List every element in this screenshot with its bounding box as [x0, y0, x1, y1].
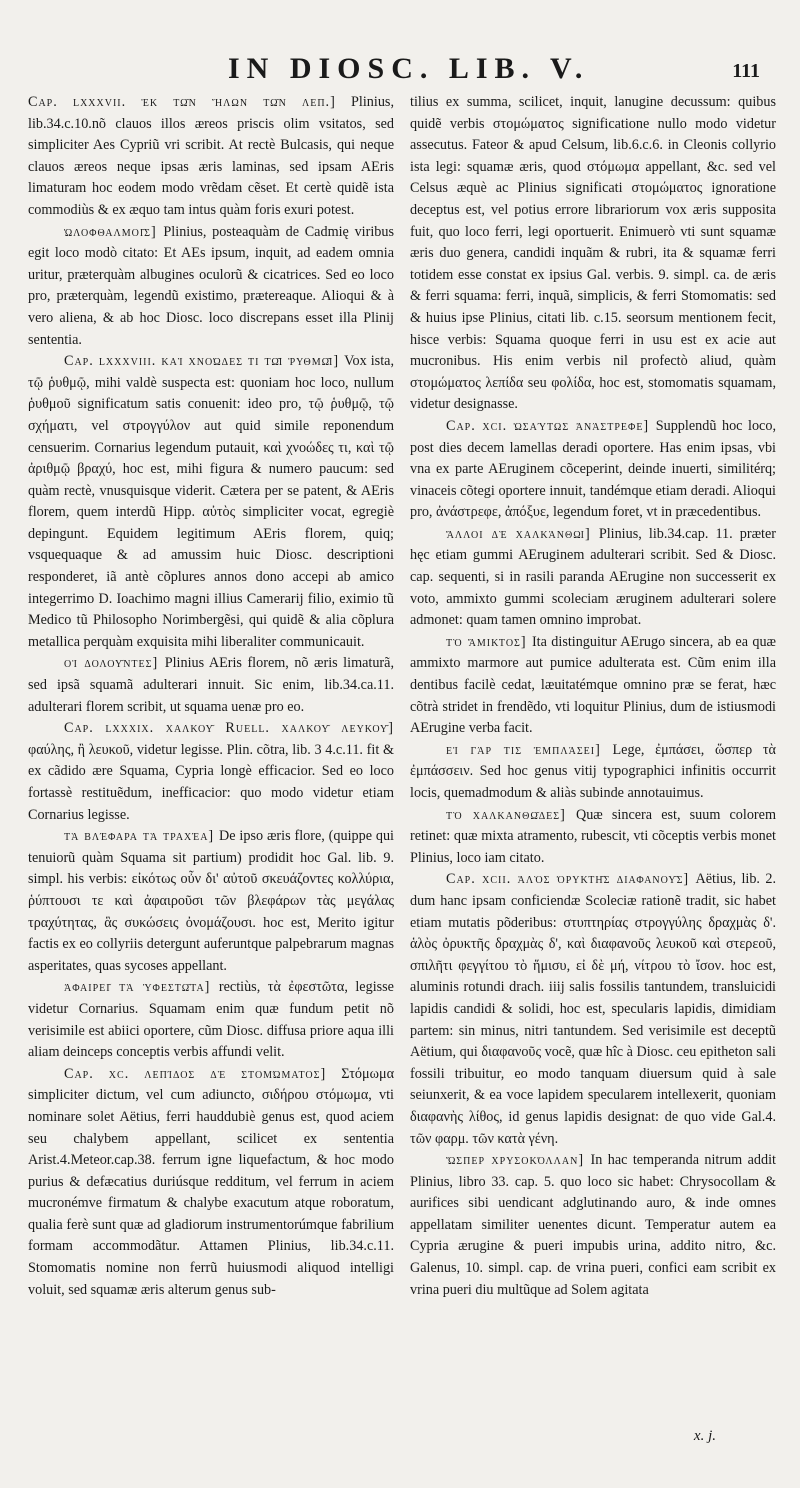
paragraph [28, 977, 394, 1063]
paragraph-lemma: τὸ χαλκανθῶδες] [446, 806, 576, 823]
paragraph-lemma: τὰ βλέφαρα τὰ τραχέα] [64, 828, 220, 845]
right-column [410, 92, 776, 1301]
paragraph-text: Vox ista, τῷ ῥυθμῷ, mihi valdè suspecta est: quoniam hoc loco, nullum ῥυθμοῦ significatum satis conuenit: ideo pro, τῷ ῥυθμῷ, τῷ σχήματι, vel στρογγύλον aut quid simile reponendum censuerim. Cornarius legendum putauit, καὶ χνοώδες τι, καὶ τῷ ἀριθμῷ βραχύ, hoc est, mihi figura & numero paucum: sed quàm rectè, vnusquisque viderit. Cætera per se patent, & AEris florem, quem interdũ Hipp. αὐτὸς simpliciter vocat, egregiè depingunt. Equidem legitimum AEris florem, quiq; vsquequaque & ad amussim huic Diosc. descriptioni responderet, iã antè cõplures annos dono accepi ab amico integerrimo D. Ioachimo magni illius Camerarij filio, eximio tũ Medico tũ Philosopho Norimbergẽsi, qui quidẽ & alia cõplura metallica perquàm exquisita mihi liberaliter communicauit. [28, 353, 394, 650]
paragraph-lemma: Cap. xc. λεπίδος δὲ στομώματος] [64, 1065, 342, 1082]
paragraph [28, 351, 394, 653]
paragraph-lemma: ὠλοφθαλμοῖς] [64, 223, 164, 240]
paragraph-lemma: Cap. lxxxviii. καὶ χνοώδες τι τῷ ῥυθμῷ] [64, 353, 345, 370]
paragraph-text: Plinius, posteaquàm de Cadmię viribus egit loco modò citato: Et AEs ipsum, inquit, ad eadem omnia uritur, præterquàm albugines oculorũ & cicatrices. Sed eo loco pro, præterquàm, legendũ existimo, prætereaque. Alioqui & à vero aliena, & ab hoc Diosc. loco discrepans esset illa Plinij sententia. [28, 223, 394, 348]
paragraph-lemma: ἄλλοι δὲ χαλκάνθῳ] [446, 525, 599, 542]
paragraph [410, 416, 776, 524]
paragraph [410, 740, 776, 805]
page-header [0, 52, 800, 92]
running-title: IN DIOSC. LIB. V. [228, 52, 590, 85]
paragraph-text: Aëtius, lib. 2. dum hanc ipsam conficiendæ Scoleciæ rationẽ tradit, sic habet etiam mutatis põderibus: στυπτηρίας στρογγύλης δραχμὰς δ'. ἁλὸς ὀρυκτῆς δραχμὰς δ', καὶ διαφανοῦς λευκοῦ καὶ στερεοῦ, σπιλῆτι φεγγίτου τὸ ἥμισυ, εἰ δὲ μή, νίτρου τὸ ἴσον. hoc est, aluminis rotundi drach. iiij salis fossilis tantundem, transluicidi lapidis candidi & solidi, hoc est, specularis lapidis, dimidiam partem: sin minus, nitri tantundem. Sed verisimile est deceptũ Aëtium, qui διαφανοῦς vocẽ, quæ hîc à Diosc. ceu epitheton sali fossili tribuitur, eo modo tanquam diuersum quid à sale seiunxerit, & ea voce lapidem specularem intellexerit, quoniam διαφανὴς λίθος, id genus lapidis designat: de quo vide Gal.4. τῶν φαρμ. τῶν κατὰ γένη. [410, 871, 776, 1147]
paragraph [410, 632, 776, 740]
signature-mark: x. j. [693, 1428, 716, 1444]
paragraph [28, 718, 394, 826]
paragraph-lemma: ὥσπερ χρυσοκόλλαν] [446, 1152, 591, 1169]
paragraph-text: De ipso æris flore, (quippe qui tenuiorũ quàm Squama sit partium) prodidit hoc Gal. lib. 9. simpl. his verbis: εἰκότως οὖν δι' αὐτοῦ σκευάζοντες κολλύρια, ῥύπτουσι τε καὶ ἀφαιροῦσι τῶν βλεφάρων τὰς μεγάλας τραχύτητας, ἃς συκώσεις ὀνομάζουσι. hoc est, Merito igitur factis ex eo collyriis detergunt auferuntque palpebrarum magnas asperitates, quas sycoses appellant. [28, 828, 394, 974]
paragraph-text: In hac temperanda nitrum addit Plinius, libro 33. cap. 5. quo loco sic habet: Chrysocollam & aurifices sibi uendicant adglutinando auro, & inde omnes appellatam similiter uenentes dicunt. Temperatur autem ea Cypria ærugine & pueri impubis urina, addito nitro, &c. Galenus, 10. simpl. cap. de vrina pueri, confici eam scribit ex vrina pueri diu multũque ad Solem agitata [410, 1152, 776, 1298]
paragraph [28, 826, 394, 977]
paragraph-lemma: Cap. lxxxvii. ἐκ τῶν ἥλων τῶν λεπ.] [28, 94, 352, 110]
paragraph-text: tilius ex summa, scilicet, inquit, lanugine decussum: quibus quidẽ verbis στομώματος significatione nullo modo videtur assecutus. Fateor & apud Celsum, lib.6.c.6. in Cleonis collyrio ista legi: squamæ æris, quod στόμωμα appellant, &c. sed vel Celsus æquè ac Plinius significati στομώματος ignoratione deceptus est, vel potius errore librariorum vox æris supposita fuit, quo loco ferri, legi oportuerit. Enimuerò vti sunt squamæ æris duo genera, candidi inquãm & rubri, ita & squamæ ferri totidem esse constat ex ipsius Gal. verbis. 9. simpl. ca. de æris & ferri squama: ferri, inquã, simplicis, & ferri Stomomatis: sed & huius ipse Plinius, citati lib. c.15. seorsum mentionem fecit, hisce verbis: Squama quoque ferri in usu est ex acie aut mucronibus. His enim verbis nil profectò aliud, quàm στομώματος λεπίδα seu φολίδα, hoc est, stomomatis squamam, videtur designasse. [410, 94, 776, 413]
page-number: 111 [732, 60, 760, 82]
left-column [28, 92, 394, 1301]
paragraph [28, 1064, 394, 1302]
paragraph-text: Quæ sincera est, suum colorem retinet: quæ mixta atramento, rubescit, vti cõceptis verbis monet Plinius, loco iam citato. [410, 806, 776, 866]
paragraph-lemma: ἀφαιρεῖ τὰ ὑφεστῶτα] [64, 979, 219, 996]
paragraph [410, 805, 776, 870]
paragraph-text: Plinius, lib.34.c.10.nõ clauos illos æreos priscis olim vsitatos, sed simpliciter Aes Cypriũ vri scribit. At rectè Bulcasis, qui neque clauos æreos neque ipsas æris laminas, sed ipsam AEris limaturam hoc eodem modo vrẽdam cẽset. Et certè quidẽ ista commodiùs & ex æquo tam intus quàm foris exuri potest. [28, 94, 394, 218]
paragraph-text: φαύλης, ἢ λευκοῦ, videtur legisse. Plin. cõtra, lib. 3 4.c.11. fit & ex cãdido ære Squama, Cypria longè efficacior. Sed eo loco fortassè restituẽdum, inefficacior: quo modo videtur etiam Cornarius legisse. [28, 741, 394, 823]
paragraph-lemma: τὸ ἄμικτος] [446, 633, 532, 650]
paragraph-text: Plinius AEris florem, nõ æris limaturã, sed ipsã squamã adulterari innuit. Sic enim, lib.34.ca.11. adulterari florem scribit, ut squama uenæ pro eo. [28, 655, 394, 715]
paragraph [28, 653, 394, 718]
paragraph-lemma: Cap. xci. ὡσαύτως ἀνάστρεφε] [446, 417, 656, 434]
paragraph-text: rectiùs, τὰ ἐφεστῶτα, legisse videtur Cornarius. Squamam enim quæ fundum petit nõ verisimile est abiici oportere, cũm Diosc. diffusa priore aqua illi aliam deinceps conceptis verbis affundi velit. [28, 979, 394, 1061]
paragraph [28, 92, 394, 222]
paragraph-lemma: Cap. xcii. ἁλὸς ὀρυκτῆς διαφανοῦς] [446, 871, 696, 888]
paragraph [410, 1150, 776, 1301]
paragraph-lemma: εἰ γάρ τις ἐμπλάσει] [446, 741, 613, 758]
paragraph [410, 869, 776, 1150]
paragraph-text: Lege, ἐμπάσει, ὥσπερ τὰ ἐμπάσσειν. Sed hoc genus vitij typographici infinitis occurrit locis, quemadmodum & aliàs subinde annotauimus. [410, 741, 776, 801]
paragraph-text: Supplendũ hoc loco, post dies decem lamellas deradi oportere. Has enim ipsas, vbi vna ex parte AEruginem cõceperint, deinde inuerti, similitérq; vinaceis cõtegi oportere innuit, tandémque etiam deradi. Alioqui pro, ἀνάστρεφε, ἀπόξυε, legendum foret, vt in præcedentibus. [410, 417, 776, 521]
paragraph-text: Plinius, lib.34.cap. 11. præter hęc etiam gummi AEruginem adulterari scribit. Sed & Diosc. cap. sequenti, si in rasili paranda AErugine non successerit ex voto, ammixto gummi scoleciam æruginem adulterari solere admonet: quam tamen omnino improbat. [410, 525, 776, 629]
paragraph [410, 92, 776, 416]
paragraph-lemma: οἱ δολοῦντες] [64, 655, 165, 672]
paragraph [28, 222, 394, 352]
paragraph-lemma: Cap. lxxxix. χαλκοῦ Ruell. χαλκοῦ λευκοῦ] [64, 720, 394, 737]
paragraph-text: Ita distinguitur AErugo sincera, ab ea quæ ammixto marmore aut pumice adulterata est. Cũm enim illa dentibus facilè cedat, læuitatémque omnino præ se ferat, hæc cõtrà stridet in frendẽdo, vti loquitur Plinius, dum de istiusmodi AErugine verba facit. [410, 633, 776, 737]
paragraph-text: Στόμωμα simpliciter dictum, vel cum adiuncto, σιδήρου στόμωμα, vti nominare solet Aëtius, ferri hauddubiè genus est, quod aciem seu chalybem appellant, scilicet ex sententia Arist.4.Meteor.cap.38. ferrum igne liquefactum, & hoc modo purius & defæcatius duriúsque redditum, vel ferrum in aciem mucronémve firmatum & chalybe exacutum atque roboratum, qualia ferè sunt quæ ad gladiorum instrumentorúmque fabrilium formam accommodãtur. Attamen Plinius, lib.34.c.11. Stomomatis nomine non ferrũ huiusmodi aliquod intelligi voluit, sed squamæ æris alterum genus sub- [28, 1065, 394, 1298]
paragraph [410, 524, 776, 632]
